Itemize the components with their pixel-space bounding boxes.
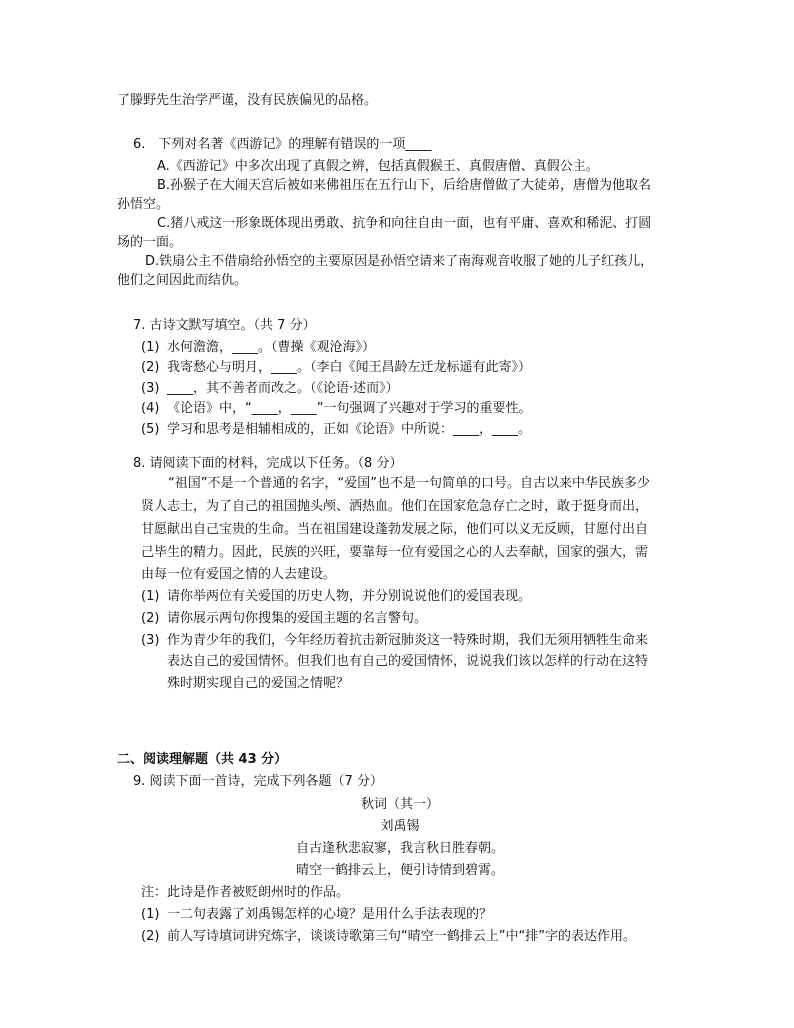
poem-note: 注：此诗是作者被贬朗州时的作品。 xyxy=(141,885,350,900)
item-number: (2) xyxy=(141,611,160,626)
q6-option-c-cont: 场的一面。 xyxy=(117,235,183,250)
q8-passage-line: 己毕生的精力。因此，民族的兴旺，要靠每一位有爱国之心的人去奉献，国家的强大，需 xyxy=(141,545,649,560)
item-text: ____，其不善者而改之。（《论语·述而》） xyxy=(167,381,399,396)
q6-option-b-cont: 孙悟空。 xyxy=(117,197,170,212)
q6-option-d: D.铁扇公主不借扇给孙悟空的主要原因是孙悟空请来了南海观音收服了她的儿子红孩儿， xyxy=(145,254,654,269)
item-number: (1) xyxy=(141,589,160,604)
q6-stem: 6. 下列对名著《西游记》的理解有错误的一项____ xyxy=(133,137,432,152)
item-text: 前人写诗填词讲究炼字，谈谈诗歌第三句“晴空一鹤排云上”中“排”字的表达作用。 xyxy=(167,929,636,944)
section-heading: 二、阅读理解题（共 43 分） xyxy=(117,752,288,767)
q6-option-d-cont: 他们之间因此而结仇。 xyxy=(117,273,248,288)
item-text: 请你展示两句你搜集的爱国主题的名言警句。 xyxy=(167,611,428,626)
q8-passage-line: 由每一位有爱国之情的人去建设。 xyxy=(141,567,337,582)
q8-task-cont: 殊时期实现自己的爱国之情呢？ xyxy=(167,676,350,691)
item-number: (3) xyxy=(141,633,160,648)
q8-task-cont: 表达自己的爱国情怀。但我们也有自己的爱国情怀，说说我们该以怎样的行动在这特 xyxy=(167,654,649,669)
q7-item xyxy=(141,398,531,420)
q8-stem: 8. 请阅读下面的材料，完成以下任务。（8 分） xyxy=(133,456,403,471)
q8-task xyxy=(141,608,427,630)
item-text: 水何澹澹，____。（曹操《观沧海》） xyxy=(167,340,376,355)
q8-task xyxy=(141,586,531,608)
q8-task xyxy=(141,630,648,652)
q7-item xyxy=(141,337,375,359)
q9-task xyxy=(141,926,636,948)
item-number: (1) xyxy=(141,340,160,355)
item-number: (4) xyxy=(141,401,160,416)
poem-author: 刘禹锡 xyxy=(380,819,420,834)
continued-text: 了滕野先生治学严谨，没有民族偏见的品格。 xyxy=(117,93,378,108)
q6-option-b: B.孙猴子在大闹天宫后被如来佛祖压在五行山下，后给唐僧做了大徒弟，唐僧为他取名 xyxy=(157,178,652,193)
poem-line: 自古逢秋悲寂寥，我言秋日胜春朝。 xyxy=(295,841,504,856)
poem-title: 秋词（其一） xyxy=(360,797,439,812)
item-text: 作为青少年的我们，今年经历着抗击新冠肺炎这一特殊时期，我们无须用牺牲生命来 xyxy=(167,633,649,648)
q7-item xyxy=(141,378,399,400)
q8-passage-line: 甘愿献出自己宝贵的生命。当在祖国建设蓬勃发展之际，他们可以义无反顾，甘愿付出自 xyxy=(141,522,649,537)
poem-line: 晴空一鹤排云上，便引诗情到碧霄。 xyxy=(295,863,504,878)
q9-task xyxy=(141,904,492,926)
item-text: 学习和思考是相辅相成的，正如《论语》中所说：____，____。 xyxy=(167,422,532,437)
item-text: 我寄愁心与明月，____。（李白《闻王昌龄左迁龙标遥有此寄》） xyxy=(167,360,532,375)
item-number: (1) xyxy=(141,907,160,922)
q9-stem: 9. 阅读下面一首诗，完成下列各题（7 分） xyxy=(133,774,383,789)
q6-option-c: C.猪八戒这一形象既体现出勇敢、抗争和向往自由一面，也有平庸、喜欢和稀泥、打圆 xyxy=(157,216,652,231)
item-number: (3) xyxy=(141,381,160,396)
item-number: (2) xyxy=(141,360,160,375)
item-number: (5) xyxy=(141,422,160,437)
q6-option-a: A.《西游记》中多次出现了真假之辨，包括真假猴王、真假唐僧、真假公主。 xyxy=(157,159,599,174)
item-text: 《论语》中，“____，____”一句强调了兴趣对于学习的重要性。 xyxy=(167,401,532,416)
q7-stem: 7. 古诗文默写填空。（共 7 分） xyxy=(133,318,316,333)
item-number: (2) xyxy=(141,929,160,944)
q8-passage-line: 贤人志士，为了自己的祖国抛头颅、洒热血。他们在国家危急存亡之时，敢于挺身而出， xyxy=(141,499,649,514)
q7-item xyxy=(141,357,531,379)
item-text: 请你举两位有关爱国的历史人物，并分别说说他们的爱国表现。 xyxy=(167,589,532,604)
item-text: 一二句表露了刘禹锡怎样的心境？是用什么手法表现的？ xyxy=(167,907,493,922)
q8-passage-line: “祖国”不是一个普通的名字，“爱国”也不是一句简单的口号。自古以来中华民族多少 xyxy=(168,476,650,491)
q7-item xyxy=(141,419,531,441)
